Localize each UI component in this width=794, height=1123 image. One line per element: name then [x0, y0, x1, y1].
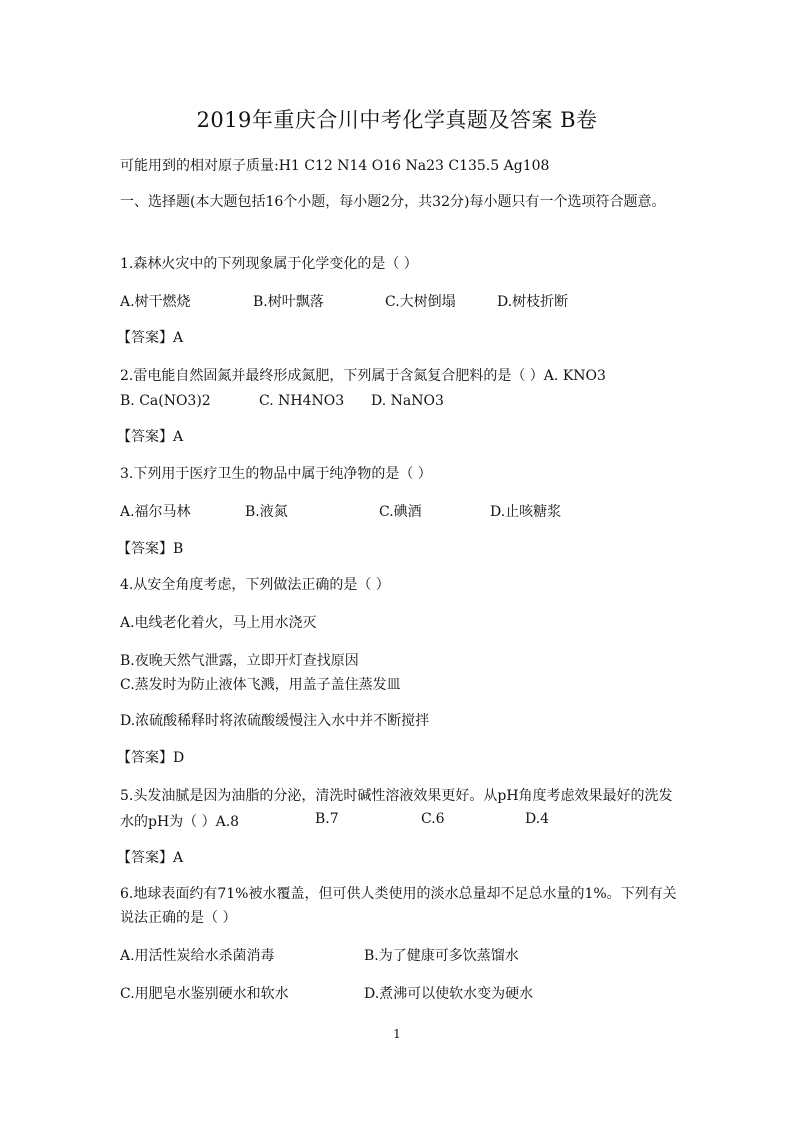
- q5-option-b: B.7: [315, 811, 339, 827]
- section-heading: 一、选择题(本大题包括16个小题，每小题2分，共32分)每小题只有一个选项符合题意。: [120, 194, 666, 210]
- q6-option-b: B.为了健康可多饮蒸馏水: [364, 948, 519, 964]
- atomic-masses-line: 可能用到的相对原子质量:H1 C12 N14 O16 Na23 C135.5 Ag108: [120, 158, 550, 174]
- question-4-stem: 4.从安全角度考虑，下列做法正确的是（ ）: [120, 577, 390, 593]
- q2-option-d: D. NaNO3: [371, 393, 444, 409]
- question-2-stem: 2.雷电能自然固氮并最终形成氮肥，下列属于含氮复合肥料的是（ ）A. KNO3: [120, 368, 606, 384]
- question-3-stem: 3.下列用于医疗卫生的物品中属于纯净物的是（ ）: [120, 466, 432, 482]
- q6-option-c: C.用肥皂水鉴别硬水和软水: [120, 986, 289, 1002]
- q2-option-c: C. NH4NO3: [259, 393, 345, 409]
- question-5-stem-line2: 水的pH为（ ）A.8: [120, 814, 240, 830]
- question-6-stem-line1: 6.地球表面约有71%被水覆盖，但可供人类使用的淡水总量却不足总水量的1%。下列有关: [120, 886, 677, 902]
- q3-option-d: D.止咳糖浆: [490, 504, 562, 520]
- q1-option-a: A.树干燃烧: [120, 294, 191, 310]
- q1-option-d: D.树枝折断: [497, 294, 569, 310]
- q4-option-c: C.蒸发时为防止液体飞溅，用盖子盖住蒸发皿: [120, 677, 401, 693]
- q3-answer: 【答案】B: [117, 541, 184, 557]
- q4-option-a: A.电线老化着火，马上用水浇灭: [120, 615, 317, 631]
- q5-option-d: D.4: [525, 811, 550, 827]
- q4-option-b: B.夜晚天然气泄露，立即开灯查找原因: [120, 653, 359, 669]
- question-6-stem-line2: 说法正确的是（ ）: [120, 910, 237, 926]
- q1-answer: 【答案】A: [117, 330, 184, 346]
- q2-option-b: B. Ca(NO3)2: [120, 393, 211, 409]
- question-5-stem-line1: 5.头发油腻是因为油脂的分泌，清洗时碱性溶液效果更好。从pH角度考虑效果最好的洗发: [120, 788, 673, 804]
- page-number: 1: [393, 1027, 401, 1041]
- q3-option-a: A.福尔马林: [120, 504, 191, 520]
- q4-answer: 【答案】D: [117, 750, 185, 766]
- q1-option-c: C.大树倒塌: [385, 294, 456, 310]
- q6-option-d: D.煮沸可以使软水变为硬水: [364, 986, 534, 1002]
- question-1-stem: 1.森林火灾中的下列现象属于化学变化的是（ ）: [120, 256, 418, 272]
- q6-option-a: A.用活性炭给水杀菌消毒: [120, 948, 275, 964]
- q4-option-d: D.浓硫酸稀释时将浓硫酸缓慢注入水中并不断搅拌: [120, 713, 430, 729]
- q3-option-c: C.碘酒: [379, 504, 422, 520]
- q5-answer: 【答案】A: [117, 850, 184, 866]
- q5-option-c: C.6: [421, 811, 445, 827]
- q2-answer: 【答案】A: [117, 429, 184, 445]
- q1-option-b: B.树叶飘落: [253, 294, 324, 310]
- q3-option-b: B.液氮: [245, 504, 288, 520]
- page-title: 2019年重庆合川中考化学真题及答案 B卷: [196, 108, 598, 132]
